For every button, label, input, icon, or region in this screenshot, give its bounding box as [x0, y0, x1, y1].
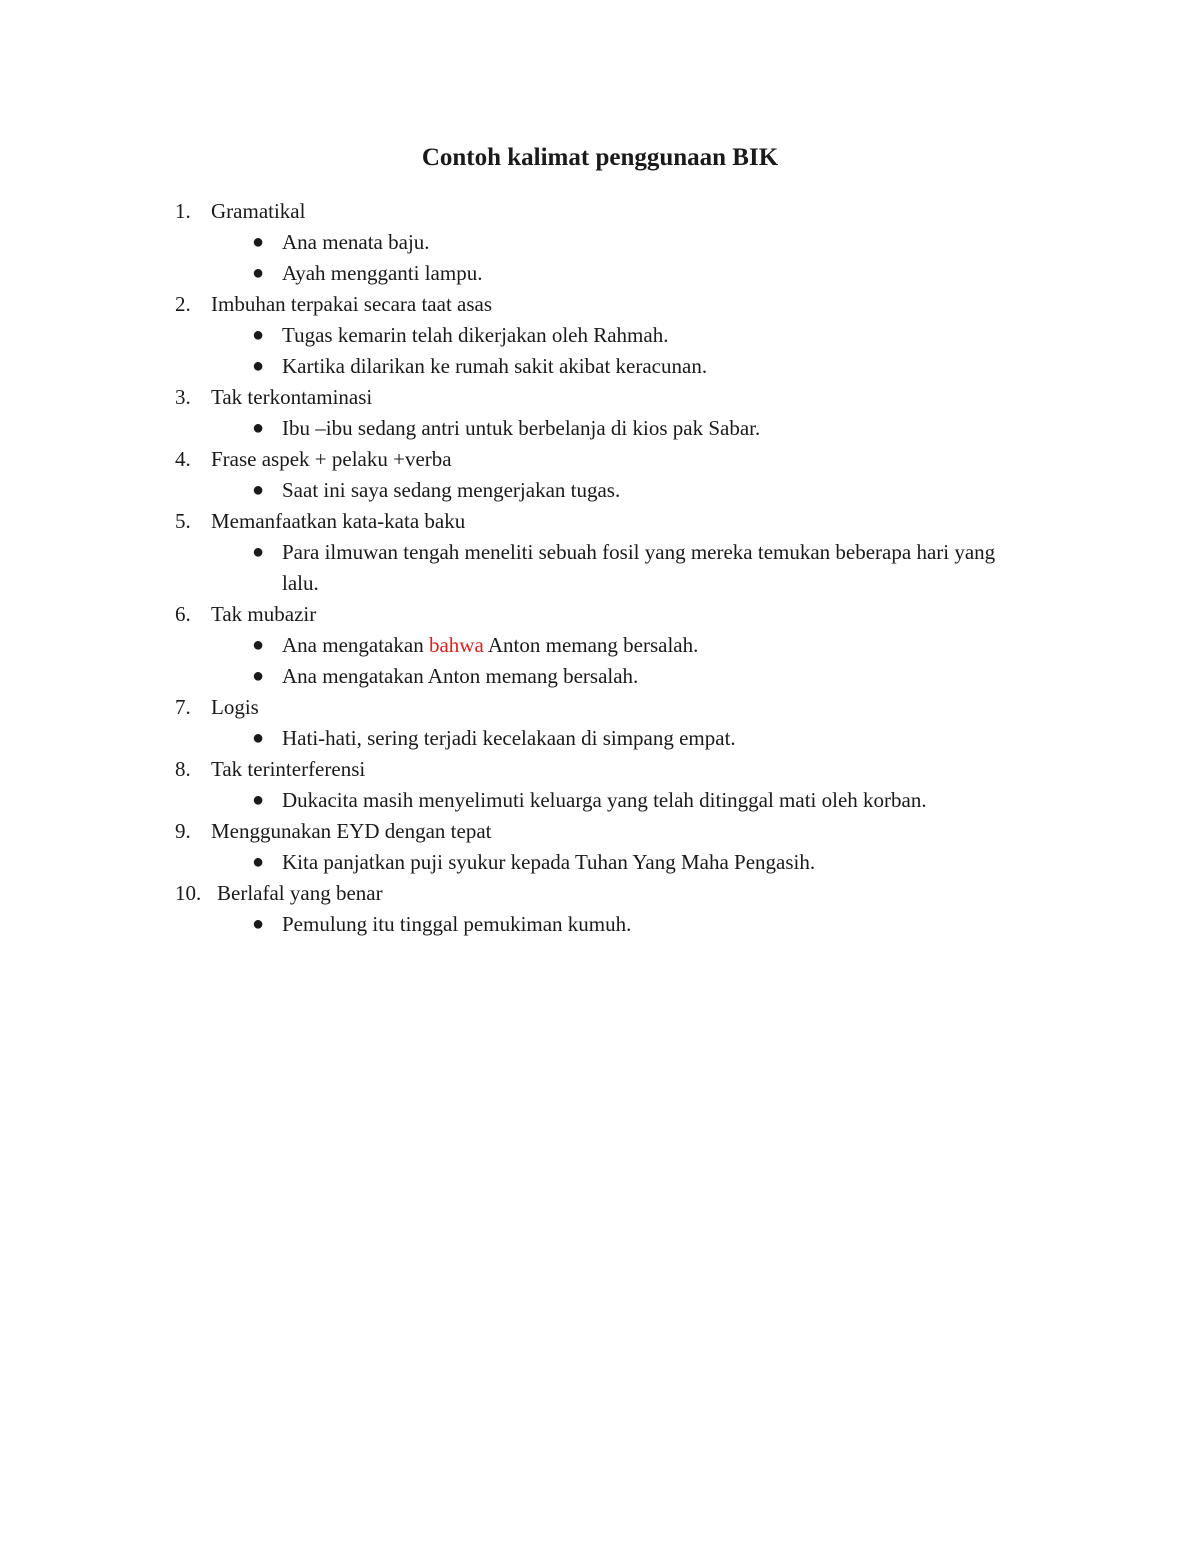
example-text: Saat ini saya sedang mengerjakan tugas.: [282, 478, 621, 502]
bullet-icon: ●: [252, 417, 265, 439]
example-text: Kita panjatkan puji syukur kepada Tuhan Yang Maha Pengasih.: [282, 850, 816, 874]
bullet-icon: ●: [252, 355, 265, 377]
bullet-icon: ●: [252, 262, 265, 284]
example-text: Hati-hati, sering terjadi kecelakaan di simpang empat.: [282, 726, 736, 750]
example-text: [282, 633, 698, 657]
example-text: Tugas kemarin telah dikerjakan oleh Rahmah.: [282, 323, 669, 347]
item-label: Berlafal yang benar: [217, 881, 383, 905]
bullet-item: [0, 785, 1034, 816]
item-label: Memanfaatkan kata-kata baku: [211, 509, 466, 533]
item-label: Logis: [211, 695, 259, 719]
bullet-icon: ●: [252, 727, 265, 749]
numbered-list: [0, 196, 1200, 940]
list-item: [0, 816, 1200, 878]
item-number: 10.: [175, 881, 202, 905]
document-title: Contoh kalimat penggunaan BIK: [421, 144, 779, 171]
bullet-item: [0, 475, 1034, 506]
item-number: 3.: [175, 385, 191, 409]
bullet-icon: ●: [252, 324, 265, 346]
bullet-item: [0, 227, 1034, 258]
item-label: Tak terkontaminasi: [211, 385, 373, 409]
example-text: Kartika dilarikan ke rumah sakit akibat keracunan.: [282, 354, 708, 378]
list-item: [0, 196, 1200, 289]
bullet-icon: ●: [252, 231, 265, 253]
example-text: Ayah mengganti lampu.: [282, 261, 483, 285]
bullet-item: [0, 847, 1034, 878]
example-text: Pemulung itu tinggal pemukiman kumuh.: [282, 912, 632, 936]
bullet-item: [0, 661, 1034, 692]
bullet-icon: ●: [252, 634, 265, 656]
bullet-icon: ●: [252, 789, 265, 811]
list-item: [0, 754, 1200, 816]
example-text: Para ilmuwan tengah meneliti sebuah fosil yang mereka temukan beberapa hari yang lalu.: [282, 540, 996, 595]
item-label: Frase aspek + pelaku +verba: [211, 447, 452, 471]
item-label: Imbuhan terpakai secara taat asas: [211, 292, 493, 316]
list-item: [0, 878, 1200, 940]
bullet-item: [0, 320, 1034, 351]
bullet-icon: ●: [252, 541, 265, 563]
bullet-icon: ●: [252, 479, 265, 501]
item-number: 4.: [175, 447, 191, 471]
item-label: Tak terinterferensi: [211, 757, 366, 781]
item-number: 9.: [175, 819, 191, 843]
example-text-part: Anton memang bersalah.: [483, 633, 699, 657]
list-item: [0, 289, 1200, 382]
item-label: Gramatikal: [211, 199, 306, 223]
item-number: 6.: [175, 602, 191, 626]
bullet-item: [0, 413, 1034, 444]
bullet-item: [0, 351, 1034, 382]
list-item: [0, 444, 1200, 506]
list-item: [0, 599, 1200, 692]
highlighted-word: bahwa: [428, 633, 484, 657]
bullet-item: [0, 630, 1034, 661]
bullet-item: [0, 258, 1034, 289]
item-number: 8.: [175, 757, 191, 781]
item-number: 1.: [175, 199, 191, 223]
bullet-icon: ●: [252, 851, 265, 873]
bullet-item: [0, 537, 1034, 599]
list-item: [0, 506, 1200, 599]
list-item: [0, 382, 1200, 444]
bullet-item: [0, 909, 1034, 940]
example-text: Dukacita masih menyelimuti keluarga yang telah ditinggal mati oleh korban.: [282, 788, 927, 812]
item-number: 7.: [175, 695, 191, 719]
bullet-icon: ●: [252, 665, 265, 687]
item-label: Menggunakan EYD dengan tepat: [211, 819, 492, 843]
bullet-icon: ●: [252, 913, 265, 935]
example-text: Ibu –ibu sedang antri untuk berbelanja di kios pak Sabar.: [282, 416, 761, 440]
item-label: Tak mubazir: [211, 602, 317, 626]
item-number: 2.: [175, 292, 191, 316]
example-text: Ana menata baju.: [282, 230, 430, 254]
item-number: 5.: [175, 509, 191, 533]
list-item: [0, 692, 1200, 754]
example-text: Ana mengatakan Anton memang bersalah.: [282, 664, 639, 688]
example-text-part: Ana mengatakan: [282, 633, 429, 657]
bullet-item: [0, 723, 1034, 754]
